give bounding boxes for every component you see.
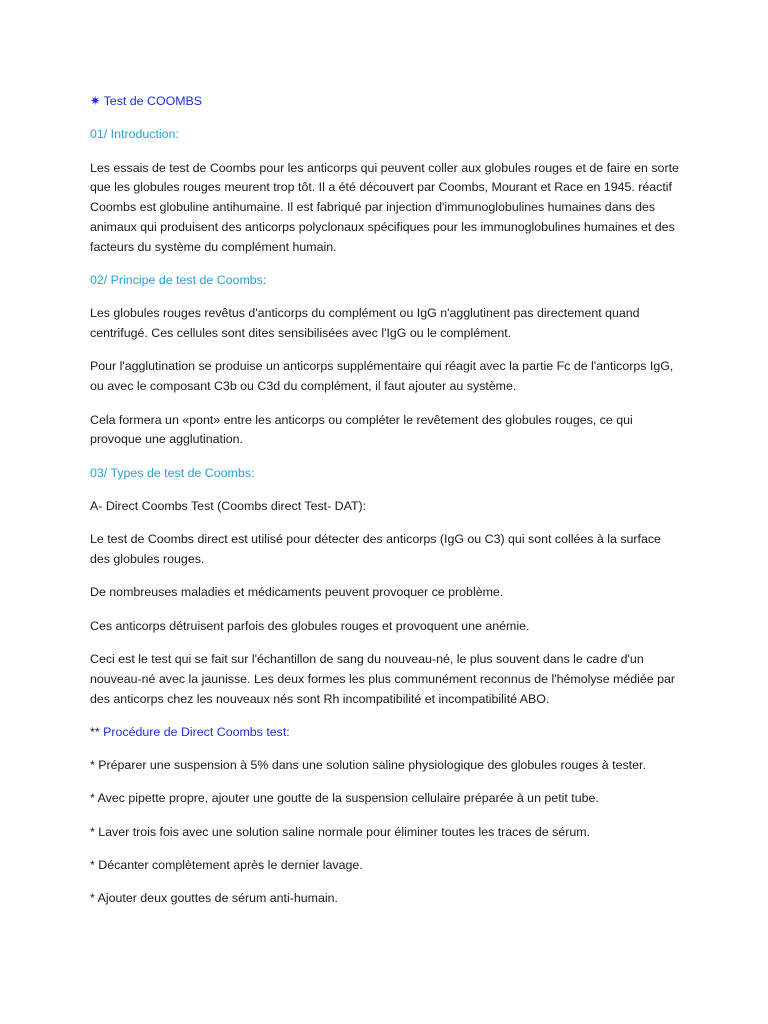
paragraph: Cela formera un «pont» entre les anticorps ou compléter le revêtement des globules rouges, ce qui provoque une agglutination. — [90, 412, 633, 447]
paragraph: Le test de Coombs direct est utilisé pour détecter des anticorps (IgG ou C3) qui sont collées à la surface des globules rouges. — [90, 532, 661, 567]
procedure-step: * Laver trois fois avec une solution saline normale pour éliminer toutes les traces de sérum. — [90, 824, 590, 839]
paragraph: Les essais de test de Coombs pour les anticorps qui peuvent coller aux globules rouges et de faire en sorte que les globules rouges meurent trop tôt. Il a été découvert par Coombs, Mourant et Race en 1945. réactif Coombs est globuline antihumaine. Il est fabriqué par injection d'immunoglobulines humaines dans des animaux qui produisent des anticorps polyclonaux spécifiques pour les immunoglobulines humaines et des facteurs du système du complément humain. — [90, 160, 679, 254]
section-heading-types: 03/ Types de test de Coombs: — [90, 465, 255, 480]
paragraph: Pour l'agglutination se produise un anticorps supplémentaire qui réagit avec la partie Fc de l'anticorps IgG, ou avec le composant C3b ou C3d du complément, il faut ajouter au système. — [90, 359, 674, 394]
paragraph: Les globules rouges revêtus d'anticorps du complément ou IgG n'agglutinent pas directement quand centrifugé. Ces cellules sont dites sensibilisées avec l'IgG ou le complément. — [90, 306, 640, 341]
document-title — [90, 92, 680, 112]
asterisk-icon: ✷ — [90, 94, 101, 108]
procedure-step: * Décanter complètement après le dernier lavage. — [90, 858, 363, 873]
paragraph: Ceci est le test qui se fait sur l'échantillon de sang du nouveau-né, le plus souvent dans le cadre d'un nouveau-né avec la jaunisse. Les deux formes les plus communément reconnus de l'hémolyse médiée par des anticorps chez les nouveaux nés sont Rh incompatibilité et incompatibilité ABO. — [90, 651, 676, 706]
procedure-heading-text: Procédure de Direct Coombs test: — [103, 724, 290, 739]
procedure-step: * Préparer une suspension à 5% dans une solution saline physiologique des globules rouges à tester. — [90, 758, 646, 773]
section-heading-introduction: 01/ Introduction: — [90, 127, 179, 142]
section-heading-principle: 02/ Principe de test de Coombs: — [90, 273, 267, 288]
document-title-text: Test de COOMBS — [103, 94, 203, 108]
paragraph: Ces anticorps détruisent parfois des globules rouges et provoquent une anémie. — [90, 618, 530, 633]
procedure-prefix: ** — [90, 724, 100, 739]
document-page — [90, 92, 680, 923]
paragraph: De nombreuses maladies et médicaments peuvent provoquer ce problème. — [90, 585, 504, 600]
subsection-heading-direct: A- Direct Coombs Test (Coombs direct Test- DAT): — [90, 498, 367, 513]
procedure-heading — [90, 723, 680, 743]
procedure-step: * Ajouter deux gouttes de sérum anti-humain. — [90, 891, 338, 906]
procedure-step: * Avec pipette propre, ajouter une goutte de la suspension cellulaire préparée à un petit tube. — [90, 791, 599, 806]
